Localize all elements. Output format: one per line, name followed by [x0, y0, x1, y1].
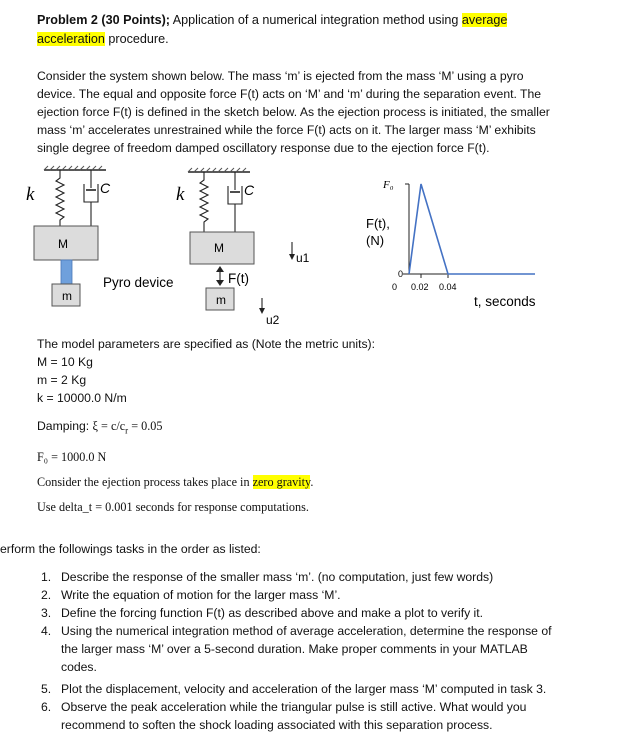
param-k: k = 10000.0 N/m: [37, 391, 127, 405]
gravity-text: Consider the ejection process takes place in: [37, 475, 253, 489]
description-line: ejection force F(t) is defined in the sketch below. As the ejection process is initiated, the smaller: [37, 105, 550, 119]
param-M: M = 10 Kg: [37, 355, 93, 369]
heading-highlight-acceleration: acceleration: [37, 32, 105, 46]
damping-label: Damping:: [37, 419, 93, 433]
param-F0: F₀ = 1000.0 N: [37, 450, 107, 464]
task-number: 5.: [41, 682, 52, 696]
small-mass-label-right: m: [216, 293, 226, 307]
parameters-intro: The model parameters are specified as (Note the metric units):: [37, 337, 376, 351]
task-line: Plot the displacement, velocity and acceleration of the larger mass ‘M’ computed in task 3.: [61, 682, 547, 696]
force-arrow-icon: [216, 266, 224, 286]
tasks-intro: erform the followings tasks in the order as listed:: [0, 542, 261, 556]
spring-icon: [56, 170, 64, 226]
heading-text: Application of a numerical integration method using: [169, 13, 462, 27]
big-mass-label-left: M: [58, 237, 68, 251]
pulse-peak-label: F₀: [383, 179, 394, 191]
heading-text-end: procedure.: [104, 32, 169, 46]
gravity-highlight: zero gravity: [252, 475, 311, 489]
spring-icon: [200, 172, 208, 232]
damping-value: = 0.05: [128, 419, 163, 433]
heading-bold: Problem 2 (30 Points);: [37, 13, 170, 27]
task-number: 3.: [41, 606, 52, 620]
u1-arrow-icon: [289, 242, 295, 260]
task-line: Describe the response of the smaller mass ‘m’. (no computation, just few words): [61, 570, 494, 584]
task-line: Observe the peak acceleration while the triangular pulse is still active. What would you: [61, 700, 527, 714]
pulse-xlabel: t, seconds: [474, 294, 536, 309]
right-system: [188, 168, 295, 314]
pulse-ylabel-line2: (N): [366, 233, 385, 248]
gravity-end: .: [310, 475, 314, 489]
task-number: 1.: [41, 570, 52, 584]
u2-label: u2: [266, 313, 280, 327]
task-line: codes.: [61, 660, 97, 674]
task-line: Using the numerical integration method of average acceleration, determine the response of: [61, 624, 552, 638]
pulse-ylabel-line1: F(t),: [366, 216, 390, 231]
task-line: Define the forcing function F(t) as described above and make a plot to verify it.: [61, 606, 484, 620]
task-number: 4.: [41, 624, 52, 638]
pulse-series-line: [409, 184, 535, 274]
force-label: F(t): [228, 271, 249, 286]
task-number: 2.: [41, 588, 52, 602]
system-diagram: [0, 160, 560, 335]
gravity-note: [37, 473, 313, 491]
pulse-x-tick: 0: [392, 282, 398, 292]
param-m: m = 2 Kg: [37, 373, 87, 387]
spring-label-right: k: [176, 184, 185, 205]
problem-heading-line2: [37, 30, 169, 48]
pyro-device-icon: [61, 260, 72, 284]
damper-icon: [84, 170, 98, 226]
problem-heading: [37, 11, 507, 29]
pulse-x-tick: 0.02: [411, 282, 429, 292]
spring-label-left: k: [26, 184, 35, 205]
description-line: device. The equal and opposite force F(t) acts on ‘M’ and ‘m’ during the separation event. The: [37, 87, 542, 101]
damper-label-right: C: [244, 182, 255, 198]
task-line: recommend to soften the shock loading associated with this separation process.: [61, 718, 493, 732]
damping-subscript: r: [125, 425, 129, 436]
description-line: mass ‘m’ accelerates unrestrained while the force F(t) acts on it. The larger mass ‘M’ exhibits: [37, 123, 536, 137]
task-line: the larger mass ‘M’ over a 5-second duration. Make proper comments in your MATLAB: [61, 642, 528, 656]
big-mass-label-right: M: [214, 241, 224, 255]
pyro-device-label: Pyro device: [103, 275, 174, 290]
small-mass-label-left: m: [62, 289, 72, 303]
description-line: single degree of freedom damped oscillatory response due to the ejection force F(t).: [37, 141, 490, 155]
damper-icon: [228, 172, 242, 232]
left-system: [34, 166, 106, 306]
task-line: Write the equation of motion for the larger mass ‘M’.: [61, 588, 341, 602]
damper-label-left: C: [100, 180, 111, 196]
task-number: 6.: [41, 700, 52, 714]
param-damping: [37, 417, 162, 439]
heading-highlight-average: average: [461, 13, 508, 27]
damping-expression: ξ = c/c: [92, 419, 126, 433]
u1-label: u1: [296, 251, 310, 265]
pulse-x-tick: 0.04: [439, 282, 457, 292]
pulse-y-zero: 0: [398, 269, 404, 279]
force-pulse-plot: [366, 179, 536, 309]
description-line: Consider the system shown below. The mass ‘m’ is ejected from the mass ‘M’ using a pyro: [37, 69, 524, 83]
delta-t-note: Use delta_t = 0.001 seconds for response computations.: [37, 500, 309, 514]
u2-arrow-icon: [259, 298, 265, 314]
